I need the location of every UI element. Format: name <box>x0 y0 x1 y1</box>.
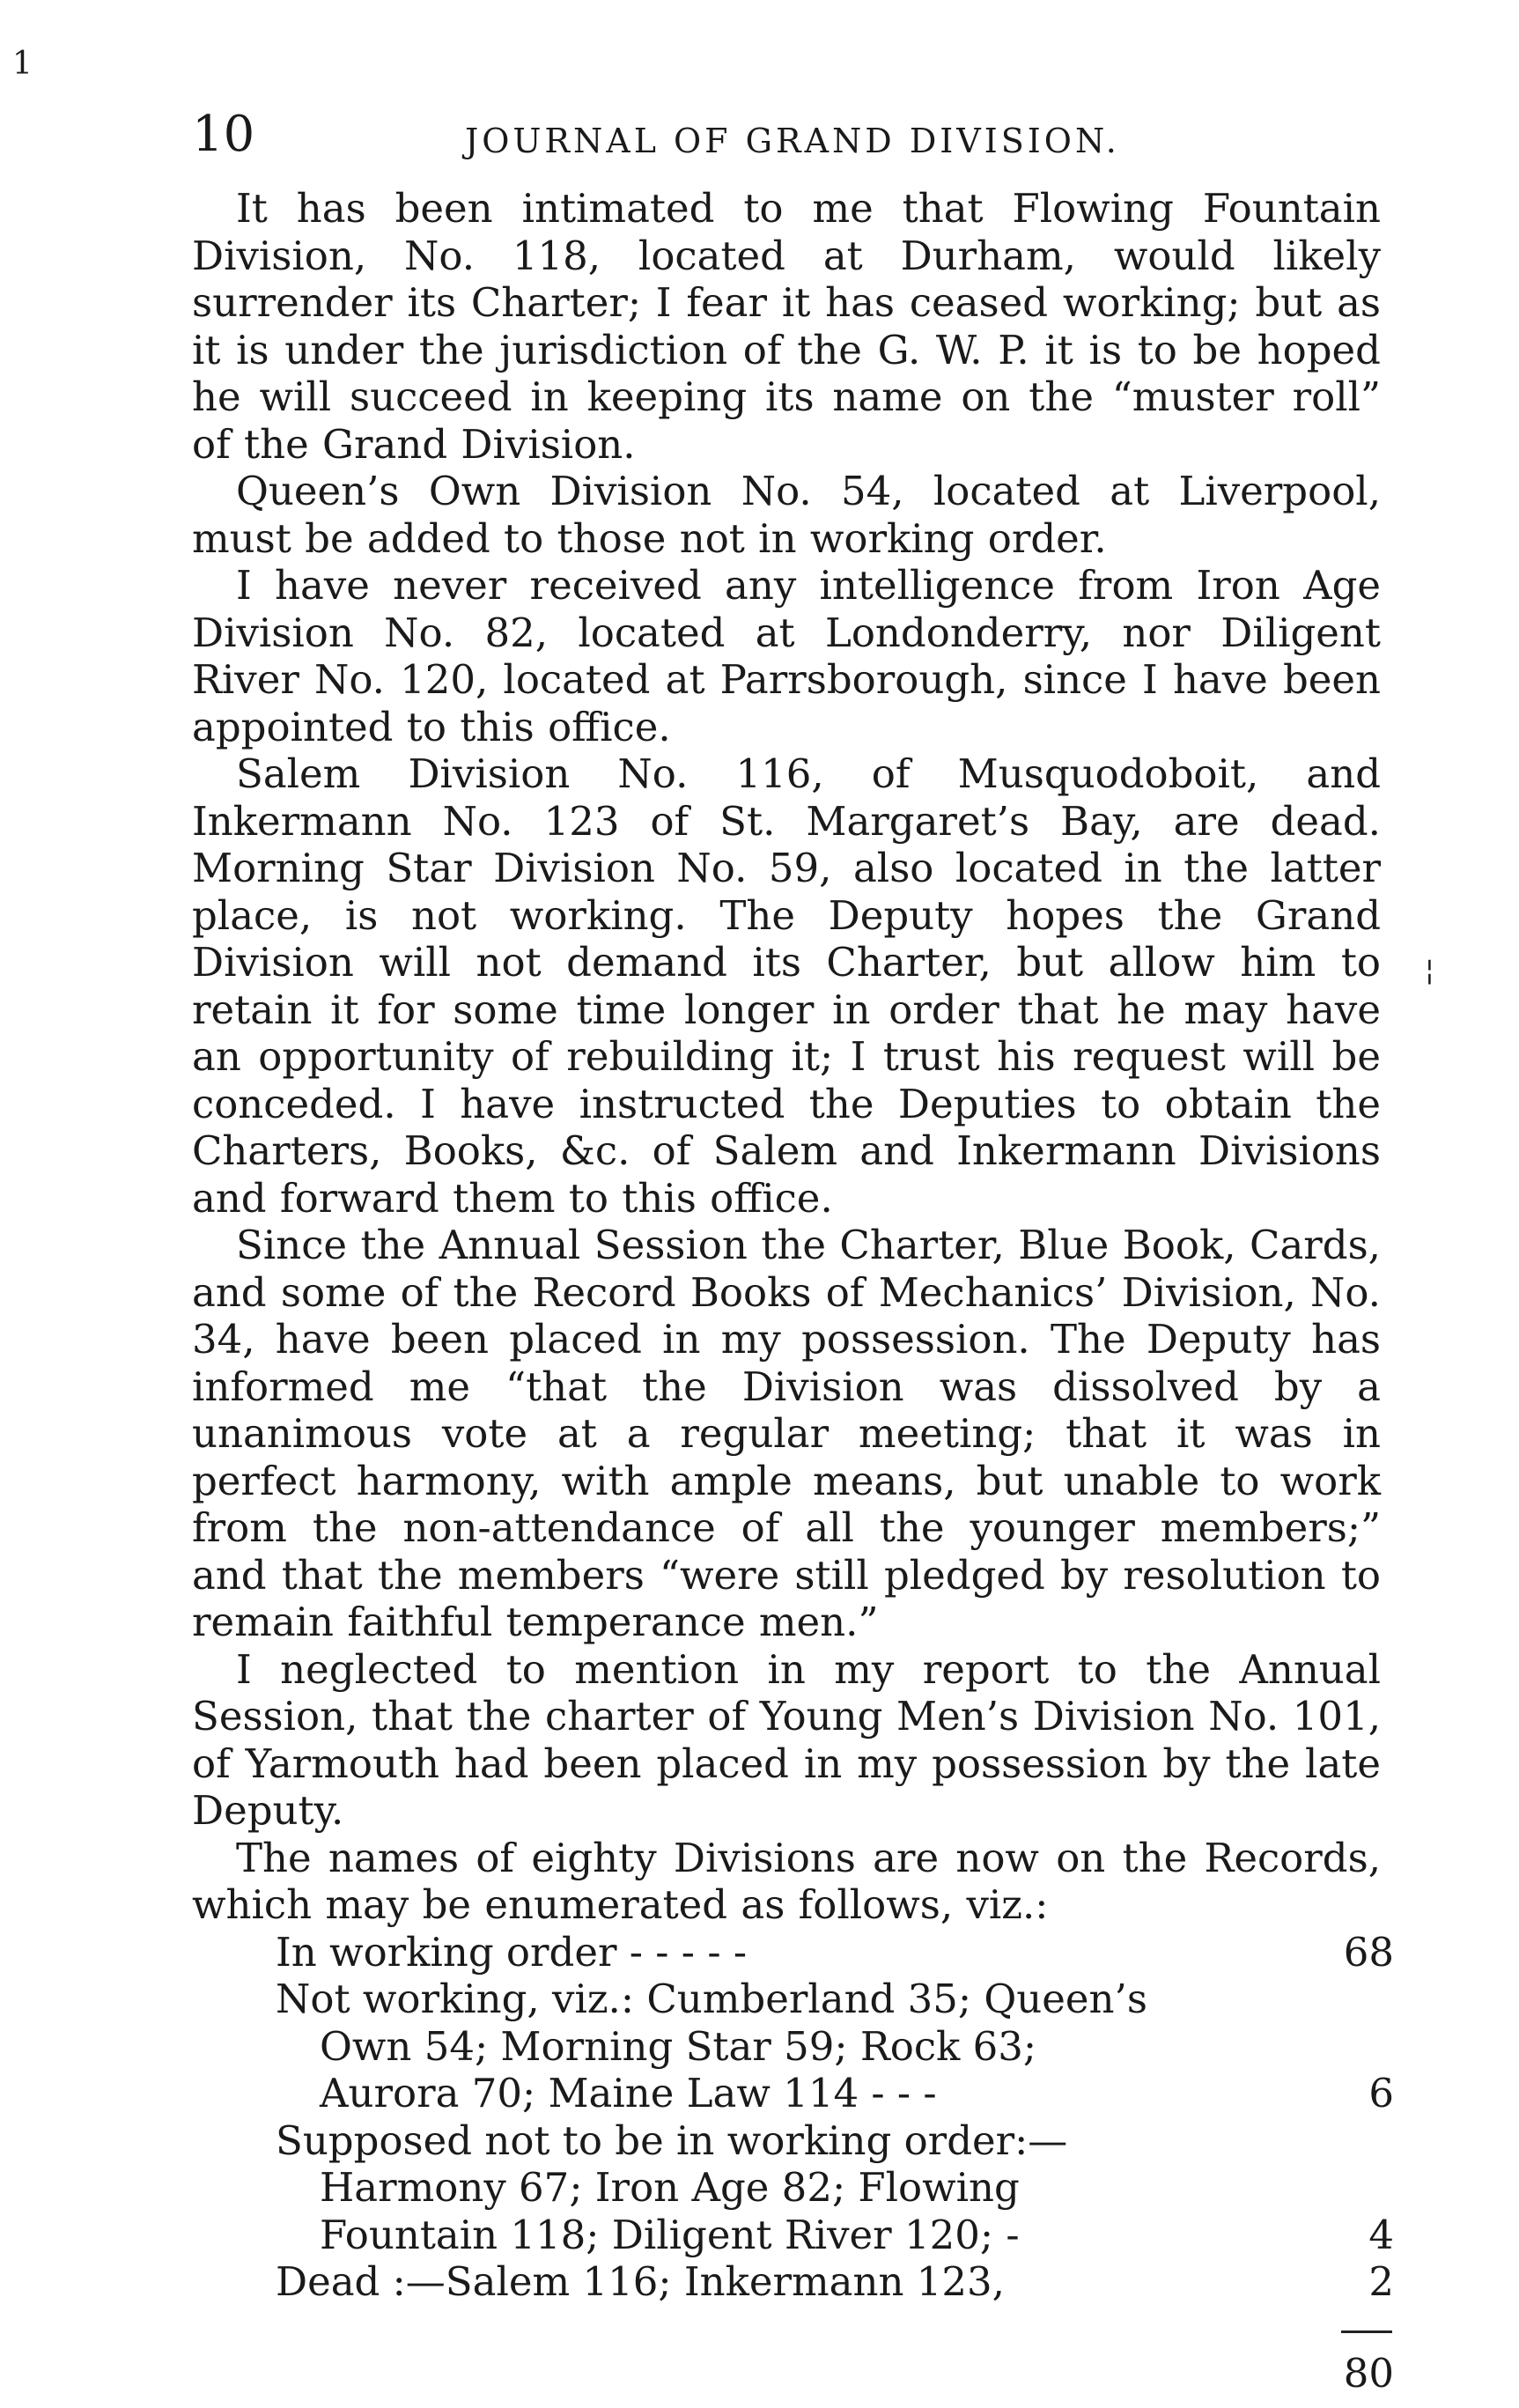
tally-row-not-working-end <box>192 2070 1394 2117</box>
tally-count: 68 <box>1343 1928 1394 1976</box>
tally-label: Harmony 67; Iron Age 82; Flowing <box>320 2164 1020 2211</box>
tally-total-row <box>192 2306 1394 2408</box>
tally-row-not-working-cont <box>192 2023 1341 2071</box>
tally-count: 6 <box>1368 2070 1394 2116</box>
margin-mark: ¦ <box>1425 953 1434 986</box>
running-header <box>192 106 1381 185</box>
running-title: JOURNAL OF GRAND DIVISION. <box>465 122 1120 160</box>
division-tally <box>192 1928 1394 2408</box>
paragraph-iron-age: I have never received any intelligence from Iron Age Division No. 82, located at Londonderry, nor Diligent River No. 120, located at Parrsborough, since I have been appointed to this office. <box>192 562 1381 750</box>
page-number: 10 <box>192 106 255 163</box>
sum-rule <box>1341 2330 1392 2333</box>
tally-row-not-working <box>192 1976 1341 2023</box>
page <box>192 106 1394 2408</box>
tally-row-supposed <box>192 2117 1341 2165</box>
tally-label: Own 54; Morning Star 59; Rock 63; <box>320 2022 1037 2070</box>
tally-count: 4 <box>1368 2211 1394 2258</box>
paragraph-young-mens: I neglected to mention in my report to the Annual Session, that the charter of Young Men’s Division No. 101, of Yarmouth had been placed in my possession by the late Deputy. <box>192 1645 1381 1834</box>
tally-row-dead <box>192 2258 1394 2306</box>
corner-mark: 1 <box>12 46 33 82</box>
tally-label: Aurora 70; Maine Law 114 - - - <box>320 2070 937 2116</box>
tally-row-working <box>192 1928 1394 1976</box>
tally-row-supposed-cont <box>192 2164 1341 2212</box>
tally-label: Fountain 118; Diligent River 120; - <box>320 2211 1020 2258</box>
tally-count: 2 <box>1368 2258 1394 2305</box>
tally-label: Not working, viz.: Cumberland 35; Queen’s <box>276 1976 1147 2022</box>
tally-label: Supposed not to be in working order:— <box>276 2116 1068 2164</box>
paragraph-mechanics-division: Since the Annual Session the Charter, Blue Book, Cards, and some of the Record Books of Mechanics’ Division, No. 34, have been placed in my possession. The Deputy has informed me “that the Division was dissolved by a unanimous vote at a regular meeting; that it was in perfect harmony, with ample means, but unable to work from the non-attendance of all the younger members;” and that the members “were still pledged by resolution to remain faithful temperance men.” <box>192 1222 1381 1645</box>
tally-label: Dead :—Salem 116; Inkermann 123, <box>276 2258 1005 2305</box>
tally-total: 80 <box>1343 2349 1394 2397</box>
paragraph-flowing-fountain: It has been intimated to me that Flowing Fountain Division, No. 118, located at Durham, would likely surrender its Charter; I fear it has ceased working; but as it is under the jurisdiction of the G. W. P. it is to be hoped he will succeed in keeping its name on the “muster roll” of the Grand Division. <box>192 185 1381 468</box>
paragraph-enumeration-intro: The names of eighty Divisions are now on the Records, which may be enumerated as follows, viz.: <box>192 1834 1381 1928</box>
tally-label: In working order - - - - - <box>276 1928 748 1976</box>
paragraph-queens-own: Queen’s Own Division No. 54, located at Liverpool, must be added to those not in working order. <box>192 468 1381 562</box>
paragraph-salem-inkermann: Salem Division No. 116, of Musquodoboit, and Inkermann No. 123 of St. Margaret’s Bay, are dead. Morning Star Division No. 59, also located in the latter place, is not working. The Deputy hopes the Grand Division will not demand its Charter, but allow him to retain it for some time longer in order that he may have an opportunity of rebuilding it; I trust his request will be conceded. I have instructed the Deputies to obtain the Charters, Books, &c. of Salem and Inkermann Divisions and forward them to this office. <box>192 750 1381 1222</box>
tally-row-supposed-end <box>192 2211 1394 2259</box>
